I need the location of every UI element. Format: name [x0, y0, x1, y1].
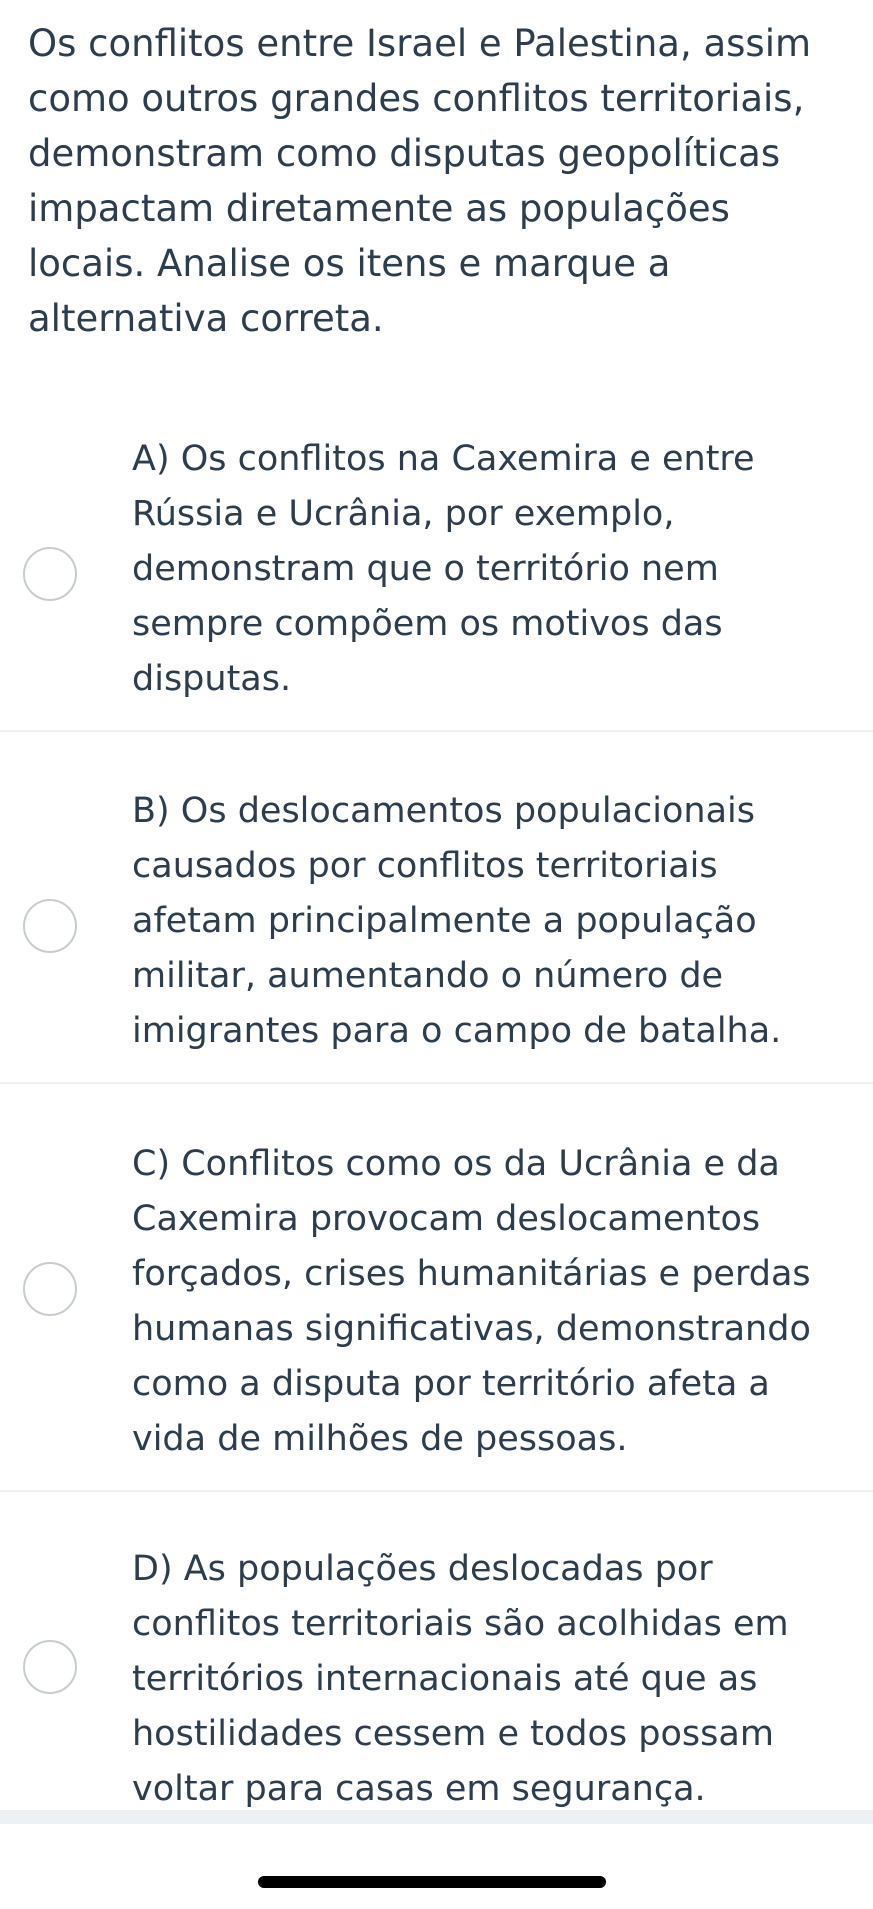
divider: [0, 1490, 873, 1492]
radio-button-b[interactable]: [23, 899, 77, 953]
option-d[interactable]: [0, 1530, 873, 1810]
option-a[interactable]: [0, 420, 873, 730]
option-d-text: D) As populações deslocadas por conflitos territoriais são acolhidas em territórios internacionais até que as hostilidades cessem e todos possam voltar para casas em segurança.: [132, 1549, 789, 1809]
divider: [0, 1082, 873, 1084]
option-b-text: B) Os deslocamentos populacionais causados por conflitos territoriais afetam principalmente a população militar, aumentando o número de imigrantes para o campo de batalha.: [132, 791, 782, 1051]
option-c-text: C) Conflitos como os da Ucrânia e da Caxemira provocam deslocamentos forçados, crises humanitárias e perdas humanas significativas, demonstrando como a disputa por território afeta a vida de milhões de pessoas.: [132, 1144, 811, 1459]
question-text: Os conflitos entre Israel e Palestina, assim como outros grandes conflitos territoriais, demonstram como disputas geopolíticas impactam diretamente as populações locais. Analise os itens e marque a alternativa correta.: [28, 22, 812, 340]
radio-button-c[interactable]: [23, 1262, 77, 1316]
option-a-text: A) Os conflitos na Caxemira e entre Rússia e Ucrânia, por exemplo, demonstram que o território nem sempre compõem os motivos das disputas.: [132, 439, 755, 699]
radio-button-a[interactable]: [23, 547, 77, 601]
bottom-strip: [0, 1810, 873, 1824]
home-indicator[interactable]: [258, 1876, 606, 1888]
option-b[interactable]: [0, 772, 873, 1082]
divider: [0, 730, 873, 732]
radio-button-d[interactable]: [23, 1640, 77, 1694]
option-c[interactable]: [0, 1125, 873, 1490]
